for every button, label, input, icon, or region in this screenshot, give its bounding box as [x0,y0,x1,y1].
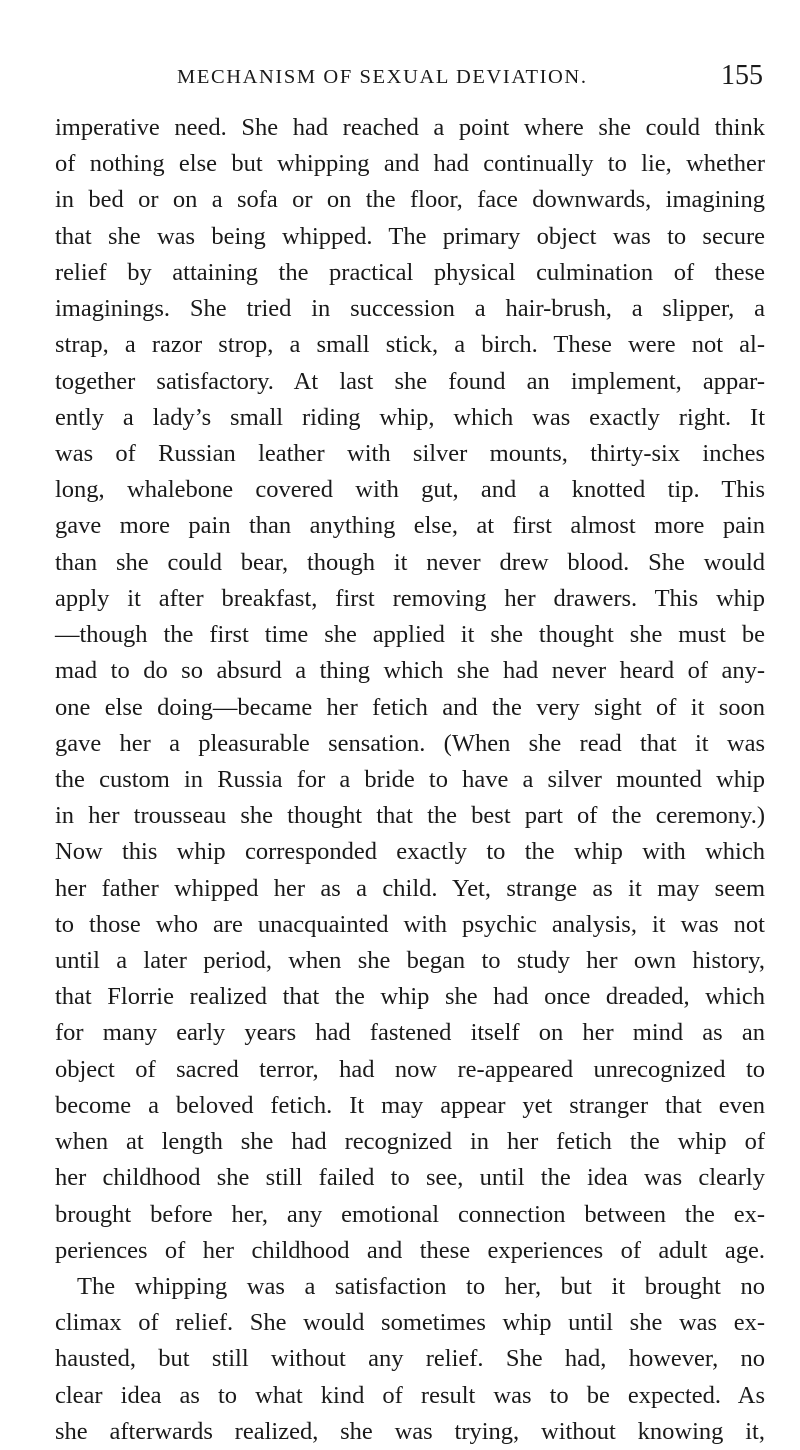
text-line: clear idea as to what kind of result was to be expected. As [55,1381,765,1409]
text-line: when at length she had recognized in her fetich the whip of [55,1128,765,1156]
text-line: that she was being whipped. The primary object was to secure [55,222,765,250]
text-line: become a beloved fetich. It may appear yet stranger that even [55,1091,765,1119]
text-line: long, whalebone covered with gut, and a knotted tip. This [55,476,765,504]
text-line: than she could bear, though it never drew blood. She would [55,548,765,576]
body-text [55,110,765,1450]
text-line: Now this whip corresponded exactly to the whip with which [55,838,765,866]
text-line: in bed or on a sofa or on the floor, face downwards, imagining [55,186,765,214]
text-line: gave more pain than anything else, at first almost more pain [55,512,765,540]
text-line: was of Russian leather with silver mounts, thirty-six inches [55,439,765,467]
text-line: apply it after breakfast, first removing her drawers. This whip [55,584,765,612]
text-line: together satisfactory. At last she found an implement, appar- [55,367,765,395]
text-line: of nothing else but whipping and had continually to lie, whether [55,150,765,178]
text-line: climax of relief. She would sometimes whip until she was ex- [55,1309,765,1337]
text-line: until a later period, when she began to study her own history, [55,947,765,975]
text-line: brought before her, any emotional connection between the ex- [55,1200,765,1228]
running-title: MECHANISM OF SEXUAL DEVIATION. [177,66,588,88]
text-line: —though the first time she applied it she thought she must be [55,621,765,649]
text-line: she afterwards realized, she was trying, without knowing it, [55,1417,765,1445]
text-line: imaginings. She tried in succession a hair-brush, a slipper, a [55,295,765,323]
text-line: gave her a pleasurable sensation. (When she read that it was [55,729,765,757]
text-line: her childhood she still failed to see, until the idea was clearly [55,1164,765,1192]
text-line: her father whipped her as a child. Yet, strange as it may seem [55,874,765,902]
page-number: 155 [721,60,763,91]
text-line: relief by attaining the practical physical culmination of these [55,258,765,286]
text-line: The whipping was a satisfaction to her, but it brought no [77,1273,765,1300]
text-line: in her trousseau she thought that the best part of the ceremony.) [55,802,765,830]
text-line: that Florrie realized that the whip she had once dreaded, which [55,983,765,1011]
text-line: the custom in Russia for a bride to have a silver mounted whip [55,765,765,793]
text-line: periences of her childhood and these experiences of adult age. [55,1236,765,1264]
text-line: mad to do so absurd a thing which she had never heard of any- [55,657,765,685]
text-line: ently a lady’s small riding whip, which was exactly right. It [55,403,765,431]
text-line: to those who are unacquainted with psychic analysis, it was not [55,910,765,938]
text-line: object of sacred terror, had now re-appeared unrecognized to [55,1055,765,1083]
running-head [55,60,763,100]
text-line: imperative need. She had reached a point where she could think [55,114,765,141]
text-line: hausted, but still without any relief. She had, however, no [55,1345,765,1373]
text-line: strap, a razor strop, a small stick, a birch. These were not al- [55,331,765,359]
text-line: one else doing—became her fetich and the very sight of it soon [55,693,765,721]
text-line: for many early years had fastened itself on her mind as an [55,1019,765,1047]
